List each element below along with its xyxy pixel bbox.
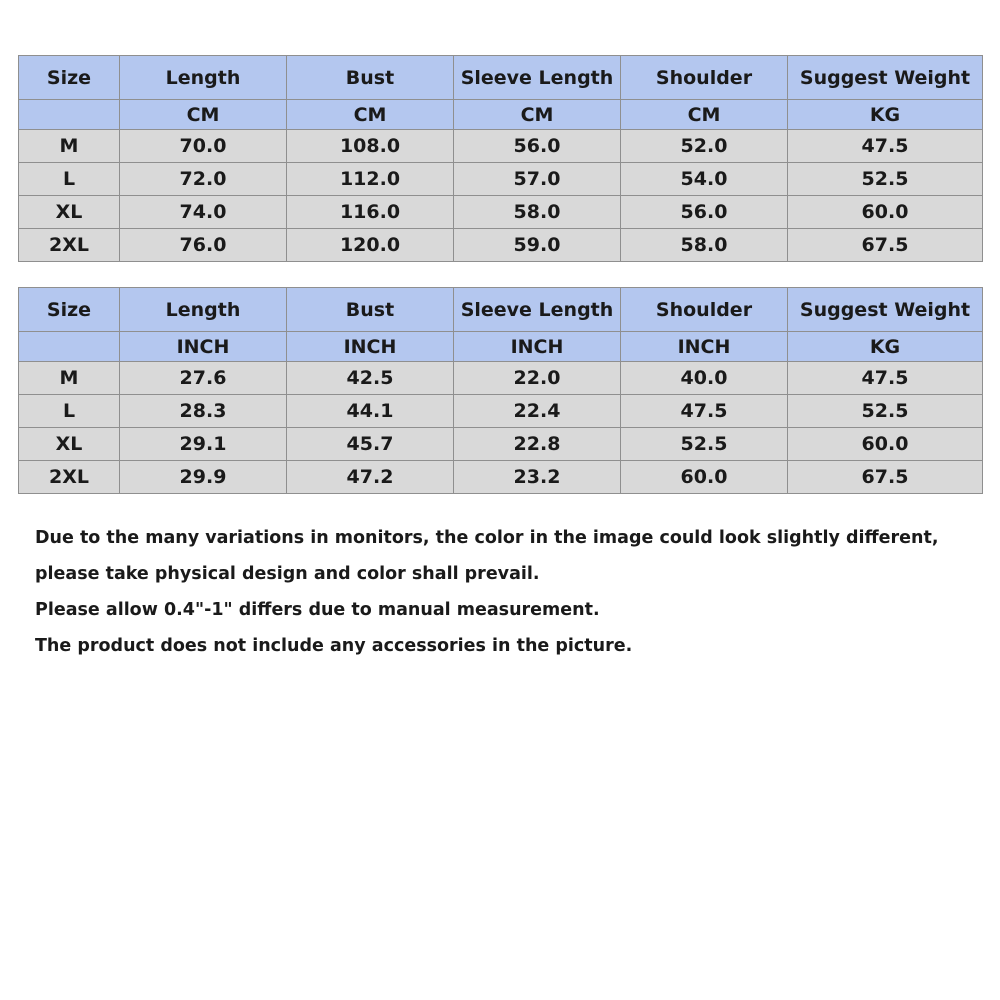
header-row	[19, 56, 983, 100]
unit-cell: KG	[788, 100, 983, 130]
value-cell: 44.1	[287, 395, 454, 428]
table-row	[19, 362, 983, 395]
unit-cell: KG	[788, 332, 983, 362]
size-cell: 2XL	[19, 461, 120, 494]
note-line: Please allow 0.4"-1" differs due to manual measurement.	[35, 600, 600, 620]
unit-cell: CM	[454, 100, 621, 130]
value-cell: 23.2	[454, 461, 621, 494]
col-header-sleeve-length: Sleeve Length	[454, 288, 621, 332]
value-cell: 56.0	[621, 196, 788, 229]
value-cell: 67.5	[788, 229, 983, 262]
col-header-shoulder: Shoulder	[621, 288, 788, 332]
table-row	[19, 229, 983, 262]
value-cell: 22.0	[454, 362, 621, 395]
value-cell: 70.0	[120, 130, 287, 163]
value-cell: 52.5	[788, 163, 983, 196]
value-cell: 22.8	[454, 428, 621, 461]
table-row	[19, 428, 983, 461]
value-cell: 28.3	[120, 395, 287, 428]
table-row	[19, 196, 983, 229]
value-cell: 47.5	[621, 395, 788, 428]
note-line: Due to the many variations in monitors, the color in the image could look slightly different,	[35, 528, 939, 548]
col-header-bust: Bust	[287, 56, 454, 100]
value-cell: 72.0	[120, 163, 287, 196]
value-cell: 27.6	[120, 362, 287, 395]
value-cell: 29.1	[120, 428, 287, 461]
size-cell: XL	[19, 428, 120, 461]
value-cell: 60.0	[788, 196, 983, 229]
value-cell: 47.2	[287, 461, 454, 494]
unit-cell: INCH	[621, 332, 788, 362]
col-header-bust: Bust	[287, 288, 454, 332]
value-cell: 120.0	[287, 229, 454, 262]
value-cell: 57.0	[454, 163, 621, 196]
size-cell: 2XL	[19, 229, 120, 262]
note-line: please take physical design and color shall prevail.	[35, 564, 540, 584]
table-row	[19, 461, 983, 494]
unit-cell	[19, 100, 120, 130]
table-row	[19, 163, 983, 196]
value-cell: 54.0	[621, 163, 788, 196]
value-cell: 42.5	[287, 362, 454, 395]
unit-cell: CM	[287, 100, 454, 130]
col-header-length: Length	[120, 56, 287, 100]
value-cell: 47.5	[788, 130, 983, 163]
table-row	[19, 130, 983, 163]
unit-row	[19, 332, 983, 362]
size-table-cm	[18, 55, 983, 262]
value-cell: 67.5	[788, 461, 983, 494]
value-cell: 52.5	[788, 395, 983, 428]
value-cell: 56.0	[454, 130, 621, 163]
note-line: The product does not include any accessories in the picture.	[35, 636, 633, 656]
value-cell: 45.7	[287, 428, 454, 461]
value-cell: 76.0	[120, 229, 287, 262]
disclaimer-notes	[35, 520, 985, 664]
col-header-size: Size	[19, 56, 120, 100]
value-cell: 47.5	[788, 362, 983, 395]
value-cell: 52.0	[621, 130, 788, 163]
table-row	[19, 395, 983, 428]
header-row	[19, 288, 983, 332]
value-cell: 60.0	[788, 428, 983, 461]
value-cell: 52.5	[621, 428, 788, 461]
unit-cell: CM	[120, 100, 287, 130]
unit-cell: INCH	[120, 332, 287, 362]
value-cell: 108.0	[287, 130, 454, 163]
value-cell: 29.9	[120, 461, 287, 494]
value-cell: 116.0	[287, 196, 454, 229]
unit-cell: CM	[621, 100, 788, 130]
col-header-size: Size	[19, 288, 120, 332]
col-header-suggest-weight: Suggest Weight	[788, 288, 983, 332]
size-cell: L	[19, 395, 120, 428]
size-cell: M	[19, 362, 120, 395]
col-header-shoulder: Shoulder	[621, 56, 788, 100]
unit-row	[19, 100, 983, 130]
size-cell: M	[19, 130, 120, 163]
value-cell: 40.0	[621, 362, 788, 395]
col-header-length: Length	[120, 288, 287, 332]
value-cell: 60.0	[621, 461, 788, 494]
value-cell: 58.0	[621, 229, 788, 262]
unit-cell: INCH	[287, 332, 454, 362]
value-cell: 112.0	[287, 163, 454, 196]
value-cell: 59.0	[454, 229, 621, 262]
value-cell: 22.4	[454, 395, 621, 428]
col-header-sleeve-length: Sleeve Length	[454, 56, 621, 100]
size-cell: L	[19, 163, 120, 196]
size-cell: XL	[19, 196, 120, 229]
unit-cell	[19, 332, 120, 362]
col-header-suggest-weight: Suggest Weight	[788, 56, 983, 100]
unit-cell: INCH	[454, 332, 621, 362]
value-cell: 58.0	[454, 196, 621, 229]
size-table-inch	[18, 287, 983, 494]
value-cell: 74.0	[120, 196, 287, 229]
